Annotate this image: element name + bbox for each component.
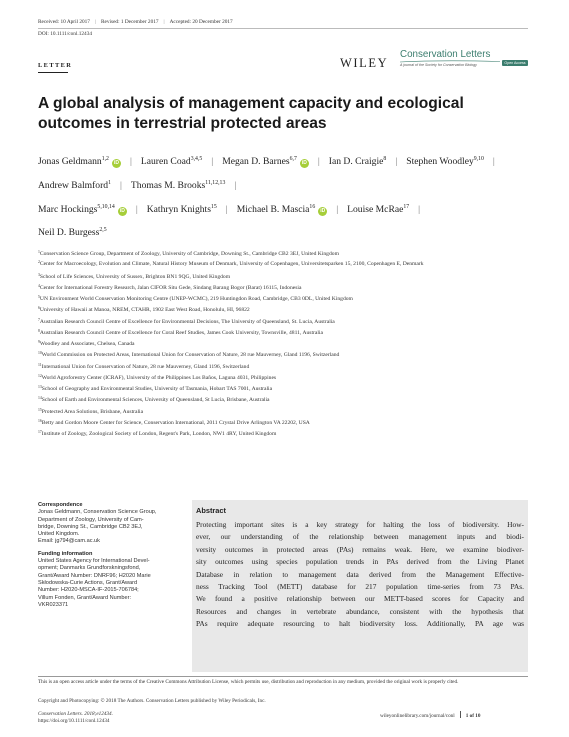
affiliation-number: 16 (38, 418, 42, 423)
affiliation-text: Protected Area Solutions, Brisbane, Australia (41, 408, 144, 415)
author-name[interactable] (406, 156, 484, 167)
author-name[interactable] (237, 204, 328, 215)
affiliation-number: 5 (38, 295, 40, 300)
affiliation-text: School of Geography and Environmental Studies, University of Tasmania, Hobart TAS 7001, Australia (41, 386, 273, 393)
author-affiliation-marks: 16 (309, 203, 316, 210)
author-name-text: Stephen Woodley (406, 156, 474, 167)
affiliation-item (38, 394, 530, 405)
affiliation-item (38, 428, 530, 439)
affiliation-item (38, 338, 530, 349)
author-separator: | (211, 156, 214, 167)
text-line: PAs require adequate resourcing to halt biodiversity loss. Additionally, PA age was (196, 619, 524, 629)
text-line: bridge, Downing St., Cambridge CB2 3EJ, (38, 523, 143, 530)
copyright-text: Copyright and Photocopying: © 2018 The Authors. Conservation Letters published by Wiley Periodicals, Inc. (38, 698, 266, 704)
page-number: 1 of 10 (465, 713, 481, 719)
affiliation-number: 12 (38, 373, 42, 378)
affiliation-item (38, 316, 530, 327)
author-name-text: Neil D. Burgess (38, 227, 100, 239)
doi-link[interactable]: https://doi.org/10.1111/conl.12434 (38, 717, 110, 724)
author-list (38, 149, 533, 244)
author-separator: | (119, 179, 122, 191)
text-line: We found a positive relationship between our METT-based scores for Capacity and (196, 594, 524, 604)
text-line: United Kingdom. (38, 531, 80, 538)
text-line: Grant/Award Number: DNRF96; H2020 Marie (38, 572, 151, 579)
author-name[interactable] (141, 156, 202, 167)
author-separator: | (129, 156, 132, 167)
author-name-text: Kathryn Knights (146, 203, 211, 215)
journal-website[interactable]: wileyonlinelibrary.com/journal/conl (380, 713, 455, 719)
author-name-text: Lauren Coad (140, 156, 191, 167)
text-line: ever, our understanding of the relationship between management inputs and biodi- (196, 532, 524, 542)
author-separator: | (225, 203, 228, 215)
article-type: LETTER (38, 62, 73, 69)
affiliation-text: Australian Research Council Centre of Excellence for Environmental Decisions, The University of Queensland, St. Lucia, Australia (39, 318, 335, 325)
author-separator: | (395, 156, 398, 167)
affiliation-text: Center for International Forestry Research, Jalan CIFOR Situ Gede, Sindang Barang Bogor (Barat) 16115, Indonesia (39, 284, 302, 291)
affiliation-number: 8 (38, 328, 40, 333)
author-affiliation-marks: 2,5 (99, 227, 107, 234)
author-affiliation-marks: 8 (383, 156, 387, 162)
text-line: versity outcomes in protected areas (PAs) remains weak. Here, we examine biodiver- (196, 544, 524, 554)
affiliation-number: 9 (38, 340, 40, 345)
affiliation-item (38, 271, 530, 282)
affiliation-number: 13 (38, 385, 42, 390)
affiliation-text: University of Hawaii at Manoa, NREM, CTAHR, 1902 East West Road, Honolulu, HI, 96822 (39, 307, 250, 314)
author-name-text: Marc Hockings (38, 203, 98, 215)
author-name[interactable] (329, 156, 387, 167)
citation-block (38, 711, 113, 725)
received-date: Received: 10 April 2017 (38, 19, 90, 25)
author-name[interactable] (131, 180, 225, 191)
license-text: This is an open access article under the terms of the Creative Commons Attribution License, which permits use, distribution and reproduction in any medium, provided the original work is properly cited. (38, 679, 459, 685)
text-line: sity outcomes using species population trends in PAs derived from the Living Planet (196, 557, 524, 567)
author-affiliation-marks: 6,7 (289, 156, 297, 162)
affiliation-number: 15 (38, 407, 42, 412)
journal-logo-title: Conservation Letters (400, 49, 491, 60)
author-name[interactable] (38, 204, 127, 215)
orcid-icon[interactable]: iD (113, 160, 119, 166)
journal-logo-subtitle: A journal of the Society for Conservation Biology (400, 63, 477, 67)
affiliation-text: World Commission on Protected Areas, International Union for Conservation of Nature, 28 rue Mauverney, Gland 1196, Switzerland (41, 352, 340, 359)
funding-heading: Funding information (38, 550, 93, 557)
affiliation-number: 11 (38, 362, 42, 367)
affiliation-number: 1 (38, 250, 40, 254)
footer-divider (38, 676, 528, 677)
text-line: Protecting important sites is a key strategy for halting the loss of biodiversity. How- (196, 520, 524, 529)
text-line: Villum Fonden, Grant/Award Number: (38, 594, 132, 601)
author-affiliation-marks: 17 (403, 203, 410, 210)
author-name[interactable] (347, 204, 409, 215)
text-line: ness Tracking Tool (METT) database for 217 population time-series from 73 PAs. (196, 582, 524, 592)
affiliation-text: UN Environment World Conservation Monitoring Centre (UNEP-WCMC), 219 Huntingdon Road, Cambridge, CB3 0DL, United Kingdom (39, 296, 353, 303)
author-separator: | (336, 203, 339, 215)
affiliation-item (38, 282, 530, 293)
affiliation-text: School of Earth and Environmental Sciences, University of Queensland, St Lucia, Brisbane, Australia (41, 397, 270, 404)
accepted-date: Accepted: 20 December 2017 (169, 19, 233, 25)
author-separator: | (317, 156, 320, 167)
affiliation-text: Australian Research Council Centre of Excellence for Coral Reef Studies, James Cook University, Townsville, 4811, Australia (39, 329, 323, 336)
author-name-text: Louise McRae (347, 203, 404, 215)
article-type-underline (38, 72, 68, 73)
text-line: Email: jg794@cam.ac.uk (38, 538, 100, 545)
affiliation-item (38, 417, 530, 428)
orcid-icon[interactable]: iD (320, 207, 326, 214)
text-line: Resources and changes in vertebrate abundance, consistent with the hypothesis that (196, 606, 524, 616)
author-name-text: Thomas M. Brooks (130, 179, 206, 191)
affiliation-text: World Agroforestry Center (ICRAF), University of the Philippines Los Baños, Laguna 4031, Philippines (41, 374, 277, 381)
author-name[interactable] (147, 204, 217, 215)
abstract-text (196, 519, 524, 631)
open-access-badge: Open Access (502, 60, 528, 66)
side-info (38, 502, 188, 609)
author-affiliation-marks: 1,2 (101, 156, 109, 162)
affiliation-text: Institute of Zoology, Zoological Society of London, Regent's Park, London, NW1 4RY, United Kingdom (41, 431, 277, 438)
author-affiliation-marks: 11,12,13 (205, 179, 226, 186)
author-affiliation-marks: 9,10 (473, 156, 484, 162)
affiliation-item (38, 361, 530, 372)
affiliation-number: 6 (38, 306, 40, 311)
article-dates: Received: 10 April 2017 | Revised: 1 December 2017 | Accepted: 20 December 2017 (38, 19, 233, 25)
author-separator: | (135, 203, 138, 215)
affiliation-number: 17 (38, 430, 42, 435)
affiliation-item (38, 293, 530, 304)
journal-logo[interactable] (400, 49, 528, 75)
affiliation-text: Betty and Gordon Moore Center for Science, Conservation International, 2011 Crystal Drive Arlington VA 22202, USA (41, 419, 310, 426)
affiliation-number: 14 (38, 396, 42, 401)
revised-date: Revised: 1 December 2017 (101, 19, 159, 25)
affiliation-number: 2 (38, 260, 40, 265)
affiliation-number: 7 (38, 317, 40, 322)
author-name-text: Andrew Balmford (38, 179, 109, 191)
text-line: opment; Danmarks Grundforskningsfond, (38, 565, 141, 572)
affiliation-item (38, 327, 530, 338)
affiliation-number: 3 (38, 272, 40, 277)
affiliation-text: International Union for Conservation of Nature, 28 rue Mauverney, Gland 1196, Switzerland (41, 363, 250, 370)
author-separator: | (492, 156, 495, 167)
author-name[interactable] (38, 180, 111, 191)
author-affiliation-marks: 5,10,14 (97, 203, 115, 210)
affiliation-item (38, 248, 530, 259)
abstract-heading: Abstract (196, 506, 226, 515)
affiliation-text: School of Life Sciences, University of Sussex, Brighton BN1 9QG, United Kingdom (39, 273, 231, 280)
text-line: Jonas Geldmann, Conservation Science Group, (38, 509, 157, 516)
orcid-icon[interactable]: iD (119, 207, 125, 214)
abstract-box (192, 500, 528, 672)
affiliation-item (38, 406, 530, 417)
affiliation-number: 10 (38, 351, 42, 356)
author-name[interactable] (38, 156, 121, 167)
affiliation-text: Center for Macroecology, Evolution and Climate, Natural History Museum of Denmark, University of Copenhagen, Universitetsparken 15, 2100, Copenhagen E, Denmark (39, 261, 424, 268)
text-line: Department of Zoology, University of Cam- (38, 516, 144, 523)
affiliation-item (38, 349, 530, 360)
affiliation-item (38, 259, 530, 268)
affiliations (38, 248, 530, 439)
affiliation-item (38, 304, 530, 315)
text-line: VKR023371 (38, 601, 69, 608)
author-affiliation-marks: 1 (108, 179, 111, 186)
funding-text (38, 558, 188, 609)
doi[interactable]: DOI: 10.1111/conl.12434 (38, 31, 92, 37)
affiliation-text: Conservation Science Group, Department of Zoology, University of Cambridge, Downing St., Cambridge CB2 3EJ, United Kingdom (39, 251, 339, 257)
header-divider (38, 28, 528, 29)
footer-right (380, 711, 480, 719)
author-name-text: Michael B. Mascia (236, 203, 310, 215)
correspondence-text (38, 509, 188, 545)
affiliation-item (38, 372, 530, 383)
affiliation-number: 4 (38, 283, 40, 288)
author-name-text: Ian D. Craigie (328, 156, 384, 167)
affiliation-text: Woodley and Associates, Chelsea, Canada (39, 341, 135, 348)
author-name-text: Megan D. Barnes (222, 156, 290, 167)
article-title: A global analysis of management capacity and ecological outcomes in terrestrial protected areas (38, 95, 464, 132)
author-separator: | (234, 179, 237, 191)
correspondence-heading: Correspondence (38, 502, 83, 508)
text-line: United States Agency for International Devel- (38, 558, 150, 565)
author-affiliation-marks: 15 (210, 203, 217, 210)
text-line: Database in relation to management data derived from the Management Effective- (196, 569, 524, 579)
author-affiliation-marks: 3,4,5 (190, 156, 203, 162)
author-name[interactable] (222, 156, 309, 167)
affiliation-item (38, 383, 530, 394)
journal-citation: Conservation Letters. 2018;e12434. (38, 711, 113, 717)
author-name-text: Jonas Geldmann (38, 156, 102, 167)
author-name[interactable] (38, 227, 107, 238)
author-separator: | (418, 203, 421, 215)
orcid-icon[interactable]: iD (301, 160, 307, 166)
text-line: Number: H2020-MSCA-IF-2015-706784; (38, 587, 139, 594)
publisher-logo[interactable]: WILEY (340, 56, 389, 70)
text-line: Skłodowska-Curie Actions, Grant/Award (38, 579, 138, 586)
